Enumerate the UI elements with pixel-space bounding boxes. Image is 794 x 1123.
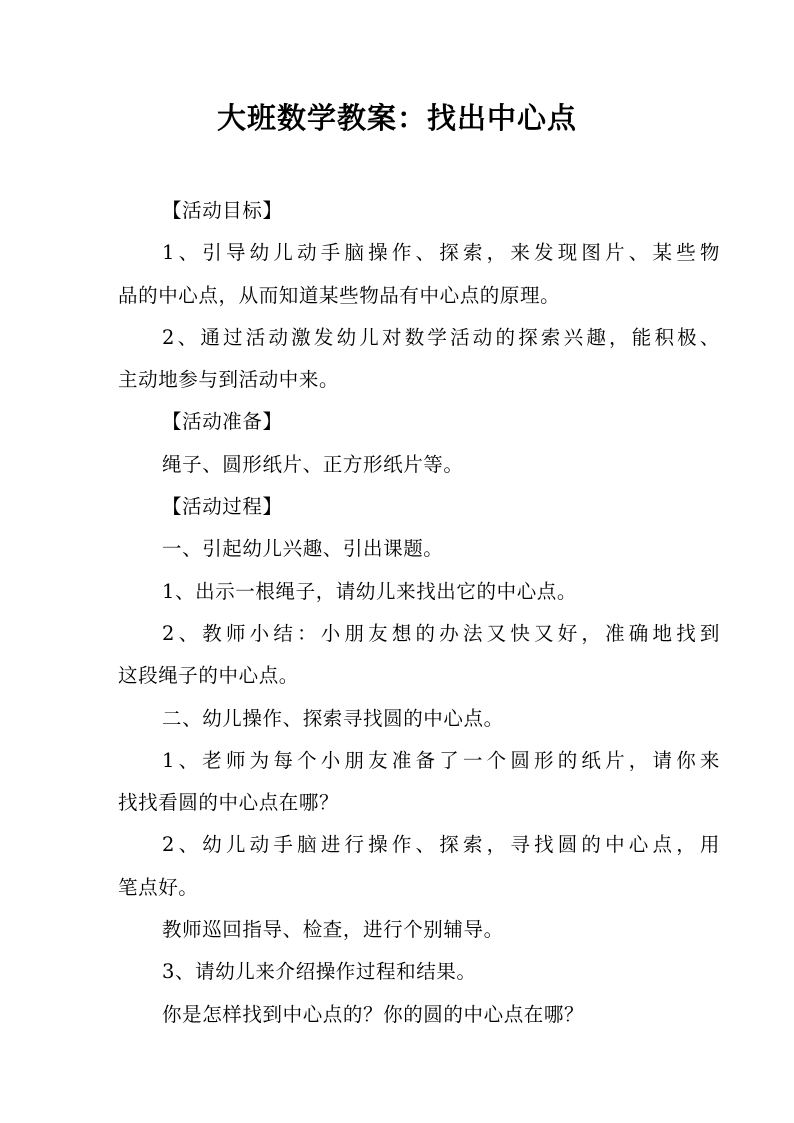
paragraph-line: 1、引导幼儿动手脑操作、探索，来发现图片、某些物 — [162, 241, 720, 265]
paragraph-line: 2、通过活动激发幼儿对数学活动的探索兴趣，能积极、 — [162, 325, 720, 349]
document-body — [118, 199, 720, 1045]
paragraph-line: 2、幼儿动手脑进行操作、探索，寻找圆的中心点，用 — [162, 833, 720, 857]
section-heading-preparation: 【活动准备】 — [162, 410, 283, 434]
paragraph-line: 教师巡回指导、检查，进行个别辅导。 — [162, 918, 504, 942]
document-title: 大班数学教案：找出中心点 — [216, 101, 577, 135]
paragraph-line: 这段绳子的中心点。 — [118, 664, 299, 688]
paragraph-line: 一、引起幼儿兴趣、引出课题。 — [162, 537, 444, 561]
paragraph-line: 3、请幼儿来介绍操作过程和结果。 — [162, 960, 477, 984]
paragraph-line: 1、老师为每个小朋友准备了一个圆形的纸片，请你来 — [162, 748, 720, 772]
paragraph-line: 找找看圆的中心点在哪？ — [118, 791, 340, 815]
section-heading-process: 【活动过程】 — [162, 495, 283, 519]
paragraph-line: 2、教师小结：小朋友想的办法又快又好，准确地找到 — [162, 621, 720, 645]
section-heading-goals: 【活动目标】 — [162, 199, 283, 222]
paragraph-line: 绳子、圆形纸片、正方形纸片等。 — [162, 452, 464, 476]
paragraph-line: 品的中心点，从而知道某些物品有中心点的原理。 — [118, 283, 561, 307]
paragraph-line: 笔点好。 — [118, 875, 199, 899]
paragraph-line: 二、幼儿操作、探索寻找圆的中心点。 — [162, 706, 504, 730]
paragraph-line: 1、出示一根绳子，请幼儿来找出它的中心点。 — [162, 579, 578, 603]
paragraph-line: 你是怎样找到中心点的？你的圆的中心点在哪？ — [162, 1002, 585, 1026]
paragraph-line: 主动地参与到活动中来。 — [118, 368, 340, 392]
